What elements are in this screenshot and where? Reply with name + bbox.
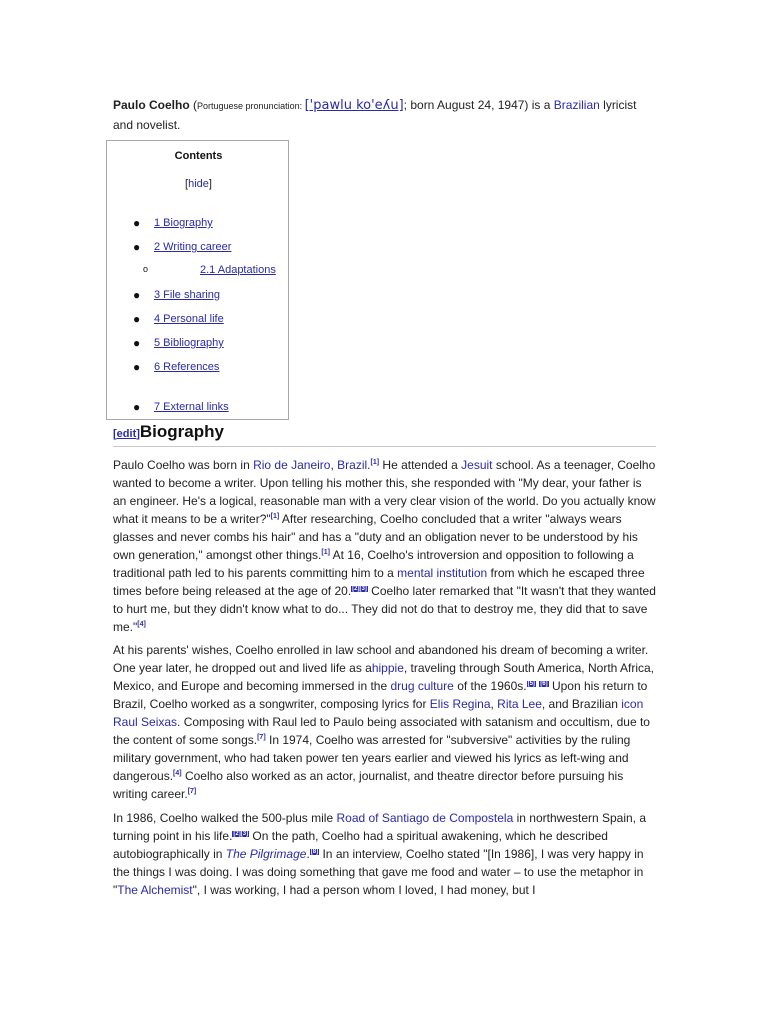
toc-link-adaptations[interactable]: 2.1 Adaptations	[200, 264, 276, 276]
text: .	[367, 458, 371, 472]
toc-hide-link[interactable]: hide	[188, 178, 209, 190]
link-the-pilgrimage[interactable]: The Pilgrimage	[225, 847, 307, 861]
link-road-of-santiago[interactable]: Road of Santiago de Compostela	[336, 811, 514, 825]
toc-link-bibliography[interactable]: 5 Bibliography	[154, 337, 224, 349]
text: , and Brazilian	[541, 697, 622, 711]
paragraph-early-life	[113, 456, 658, 636]
toc-title: Contents	[174, 150, 223, 162]
text: ,	[330, 458, 338, 472]
text: In 1986, Coelho walked the 500-plus mile	[113, 811, 337, 825]
bracket: [	[113, 428, 117, 440]
paragraph-pilgrimage	[113, 809, 658, 899]
text: .	[306, 847, 310, 861]
lead-text: lyricist and novelist.	[113, 98, 637, 132]
text: from which he escaped three times before being released at the age of 20.	[113, 566, 645, 598]
link-icon[interactable]: icon	[621, 697, 644, 711]
text: Coelho also worked as an actor, journalist, and theatre director before pursuing his writing career.	[113, 769, 624, 801]
text: school. As a teenager, Coelho wanted to become a writer. Upon telling his mother this, she responded with "My dear, your father is an engineer. He's a logical, reasonable man with a very clear vision of the world. Do you actually know what it means to be a writer?"	[113, 458, 656, 526]
toc-hide-toggle	[107, 178, 290, 190]
text: , traveling through South America, North Africa, Mexico, and Europe and becoming immersed in the	[113, 661, 654, 693]
lead-text: (	[189, 98, 198, 112]
citation-link[interactable]: [1]	[270, 513, 280, 520]
citation-link[interactable]: [7]	[257, 734, 266, 741]
toc-item-adaptations	[143, 264, 276, 276]
link-the-alchemist[interactable]: The Alchemist	[117, 883, 193, 897]
citation-link[interactable]: [5]	[527, 681, 535, 687]
toc-item-bibliography	[133, 336, 224, 350]
text: In an interview, Coelho stated "[In 1986], I was very happy in the things I was doing. I was doing something that gave me food and water – to use the metaphor in "	[113, 847, 644, 897]
text: At his parents' wishes, Coelho enrolled in law school and abandoned his dream of becoming a writer. One year later, he dropped out and lived life as a	[113, 643, 649, 675]
citation-link[interactable]: [7]	[187, 788, 197, 795]
paragraph-hippie-years	[113, 641, 658, 803]
bullet-icon: ●	[133, 400, 141, 414]
text: Paulo Coelho was born in	[113, 458, 254, 472]
citation-link[interactable]: [8]	[310, 849, 319, 855]
text: In 1974, Coelho was arrested for "subversive" activities by the ruling military government, who had taken power ten years earlier and viewed his lyrics as left-wing and dangerous.	[113, 733, 631, 783]
ipa-link[interactable]: ['pawlu ko'eʎu]	[304, 98, 404, 113]
link-mental-institution[interactable]: mental institution	[397, 566, 488, 580]
bullet-icon: ●	[133, 336, 141, 350]
bullet-icon: ●	[133, 288, 141, 302]
toc-link-references[interactable]: 6 References	[154, 361, 220, 373]
article-subject-name: Paulo Coelho	[113, 98, 190, 112]
text: of the 1960s.	[453, 679, 527, 693]
bullet-icon: ●	[133, 360, 141, 374]
bracket: ]	[136, 428, 140, 440]
bracket: ]	[208, 178, 212, 190]
toc-item-biography	[133, 216, 213, 230]
sub-bullet-icon: o	[143, 264, 149, 274]
bracket: [	[185, 178, 189, 190]
toc-item-file-sharing	[133, 288, 221, 302]
section-title: Biography	[139, 422, 224, 441]
link-brazil[interactable]: Brazil	[337, 458, 368, 472]
toc-item-external-links	[133, 400, 229, 414]
toc-link-file-sharing[interactable]: 3 File sharing	[154, 289, 221, 301]
link-drug-culture[interactable]: drug culture	[390, 679, 454, 693]
citation-link[interactable]: [6]	[540, 681, 548, 687]
toc-item-personal-life	[133, 312, 224, 326]
heading-divider	[113, 446, 656, 447]
text: At 16, Coelho's introversion and opposition to following a traditional path led to his parents committing him to a	[113, 548, 634, 580]
brazilian-link[interactable]: Brazilian	[553, 98, 600, 112]
text: He attended a	[379, 458, 462, 472]
bullet-icon: ●	[133, 216, 141, 230]
table-of-contents	[106, 140, 289, 420]
toc-item-writing-career	[133, 240, 232, 254]
section-heading-biography	[113, 422, 224, 442]
edit-link[interactable]: edit	[116, 428, 137, 440]
citation-link[interactable]: [1]	[321, 549, 330, 556]
text: ,	[490, 697, 498, 711]
text: On the path, Coelho had a spiritual awakening, which he described autobiographically in	[113, 829, 608, 861]
lead-text: ; born August 24, 1947) is a	[403, 98, 554, 112]
text: ", I was working, I had a person whom I loved, I had money, but I	[192, 883, 536, 897]
pronunciation-label: Portuguese pronunciation:	[197, 101, 305, 111]
bullet-icon: ●	[133, 312, 141, 326]
toc-link-external-links[interactable]: 7 External links	[154, 401, 229, 413]
text: . Composing with Raul led to Paulo being associated with satanism and occultism, due to the content of some songs.	[113, 715, 650, 747]
link-rita-lee[interactable]: Rita Lee	[497, 697, 542, 711]
text: in northwestern Spain, a turning point in his life.	[113, 811, 647, 843]
link-elis-regina[interactable]: Elis Regina	[429, 697, 491, 711]
citation-link[interactable]: [4]	[137, 621, 146, 628]
toc-link-biography[interactable]: 1 Biography	[154, 217, 213, 229]
citation-link[interactable]: [2][3]	[233, 831, 249, 837]
link-jesuit[interactable]: Jesuit	[461, 458, 493, 472]
text: After researching, Coelho concluded that a writer "always wears glasses and never combs his hair" and has a "duty and an obligation never to be understood by his own generation," amongst other things.	[113, 512, 638, 562]
bullet-icon: ●	[133, 240, 141, 254]
toc-item-references	[133, 360, 220, 374]
citation-link[interactable]: [2][3]	[352, 586, 367, 592]
lead-paragraph	[113, 96, 658, 135]
toc-link-writing-career[interactable]: 2 Writing career	[154, 241, 232, 253]
citation-link[interactable]: [4]	[173, 770, 182, 777]
link-rio-de-janeiro[interactable]: Rio de Janeiro	[253, 458, 331, 472]
text: Upon his return to Brazil, Coelho worked as a songwriter, composing lyrics for	[113, 679, 648, 711]
text: Coelho later remarked that "It wasn't that they wanted to hurt me, but they didn't know what to do... They did not do that to destroy me, they did that to save me."	[113, 584, 656, 634]
citation-link[interactable]: [1]	[370, 459, 380, 466]
edit-section	[113, 428, 140, 440]
link-hippie[interactable]: hippie	[371, 661, 404, 675]
link-raul-seixas[interactable]: Raul Seixas	[113, 715, 178, 729]
toc-link-personal-life[interactable]: 4 Personal life	[154, 313, 224, 325]
